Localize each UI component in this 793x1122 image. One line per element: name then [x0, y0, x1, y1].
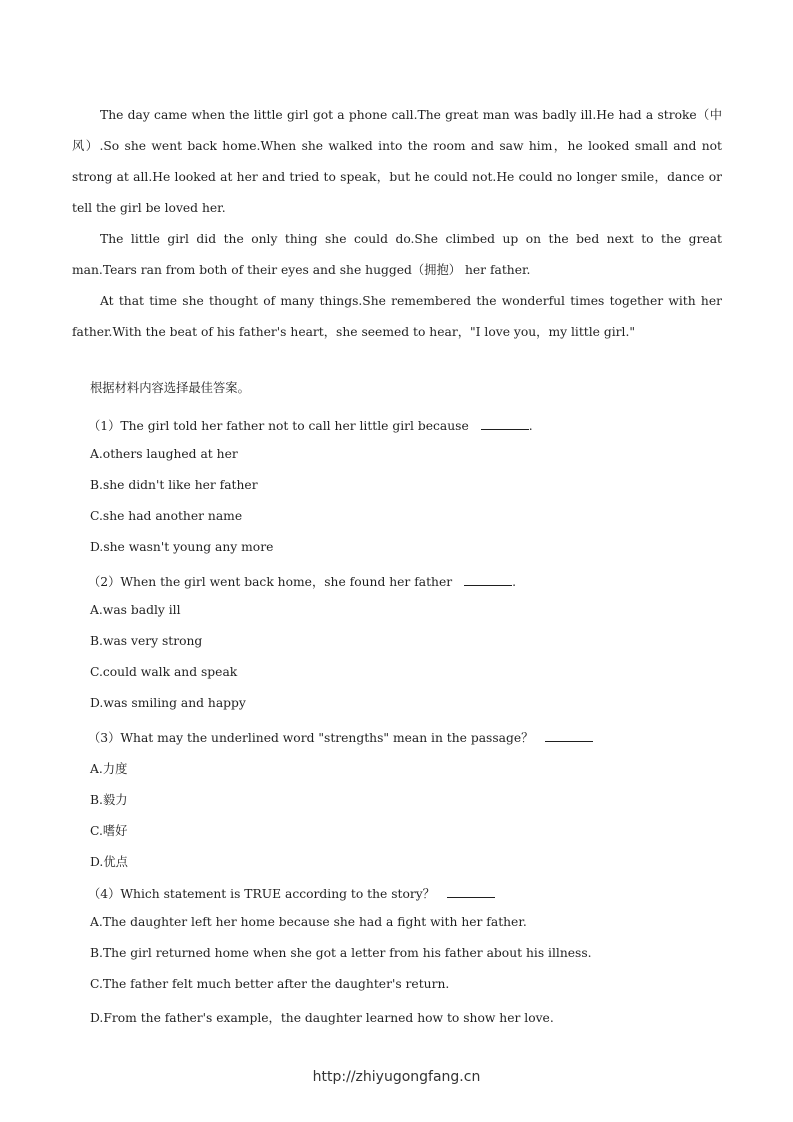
answer-option: D.From the father's example，the daughter learned how to show her love.	[90, 1011, 554, 1025]
question-text: （1）The girl told her father not to call her little girl because	[88, 419, 469, 433]
answer-blank	[447, 884, 495, 898]
passage-paragraph: At that time she thought of many things.She remembered the wonderful times together with her father.With the beat of his father's heart，she seemed to hear，"I love you，my little girl."	[72, 294, 722, 339]
answer-option: B.was very strong	[90, 634, 203, 648]
footer-url: http://zhiyugongfang.cn	[312, 1069, 481, 1085]
answer-option: C.嗜好	[90, 824, 128, 838]
answer-option: C.could walk and speak	[90, 665, 238, 679]
answer-option: A.The daughter left her home because she had a fight with her father.	[90, 915, 527, 929]
question-text: （3）What may the underlined word "strengths" mean in the passage？	[88, 731, 534, 745]
answer-blank	[481, 416, 529, 430]
question-stem	[88, 572, 516, 590]
answer-option: B.she didn't like her father	[90, 478, 258, 492]
answer-option: A.was badly ill	[90, 603, 181, 617]
reading-passage	[72, 100, 722, 348]
instruction-text: 根据材料内容选择最佳答案。	[90, 381, 250, 395]
passage-paragraph: The little girl did the only thing she could do.She climbed up on the bed next to the great man.Tears ran from both of their eyes and she hugged（拥抱） her father.	[72, 232, 722, 277]
question-end: .	[512, 575, 517, 589]
answer-blank	[464, 572, 512, 586]
question-end: .	[528, 419, 533, 433]
answer-option: D.优点	[90, 855, 128, 869]
answer-option: A.力度	[90, 762, 128, 776]
answer-option: B.毅力	[90, 793, 128, 807]
question-stem	[88, 884, 495, 902]
question-text: （2）When the girl went back home，she found her father	[88, 575, 453, 589]
question-text: （4）Which statement is TRUE according to the story？	[88, 887, 435, 901]
answer-option: D.was smiling and happy	[90, 696, 246, 710]
answer-option: A.others laughed at her	[90, 447, 238, 461]
question-stem	[88, 416, 533, 434]
answer-option: C.The father felt much better after the daughter's return.	[90, 977, 450, 991]
answer-blank	[545, 728, 593, 742]
answer-option: D.she wasn't young any more	[90, 540, 274, 554]
answer-option: C.she had another name	[90, 509, 243, 523]
passage-paragraph: The day came when the little girl got a phone call.The great man was badly ill.He had a stroke（中风）.So she went back home.When she walked into the room and saw him，he looked small and not strong at all.He looked at her and tried to speak，but he could not.He could no longer smile，dance or tell the girl be loved her.	[72, 108, 722, 215]
question-stem	[88, 728, 593, 746]
answer-option: B.The girl returned home when she got a letter from his father about his illness.	[90, 946, 592, 960]
